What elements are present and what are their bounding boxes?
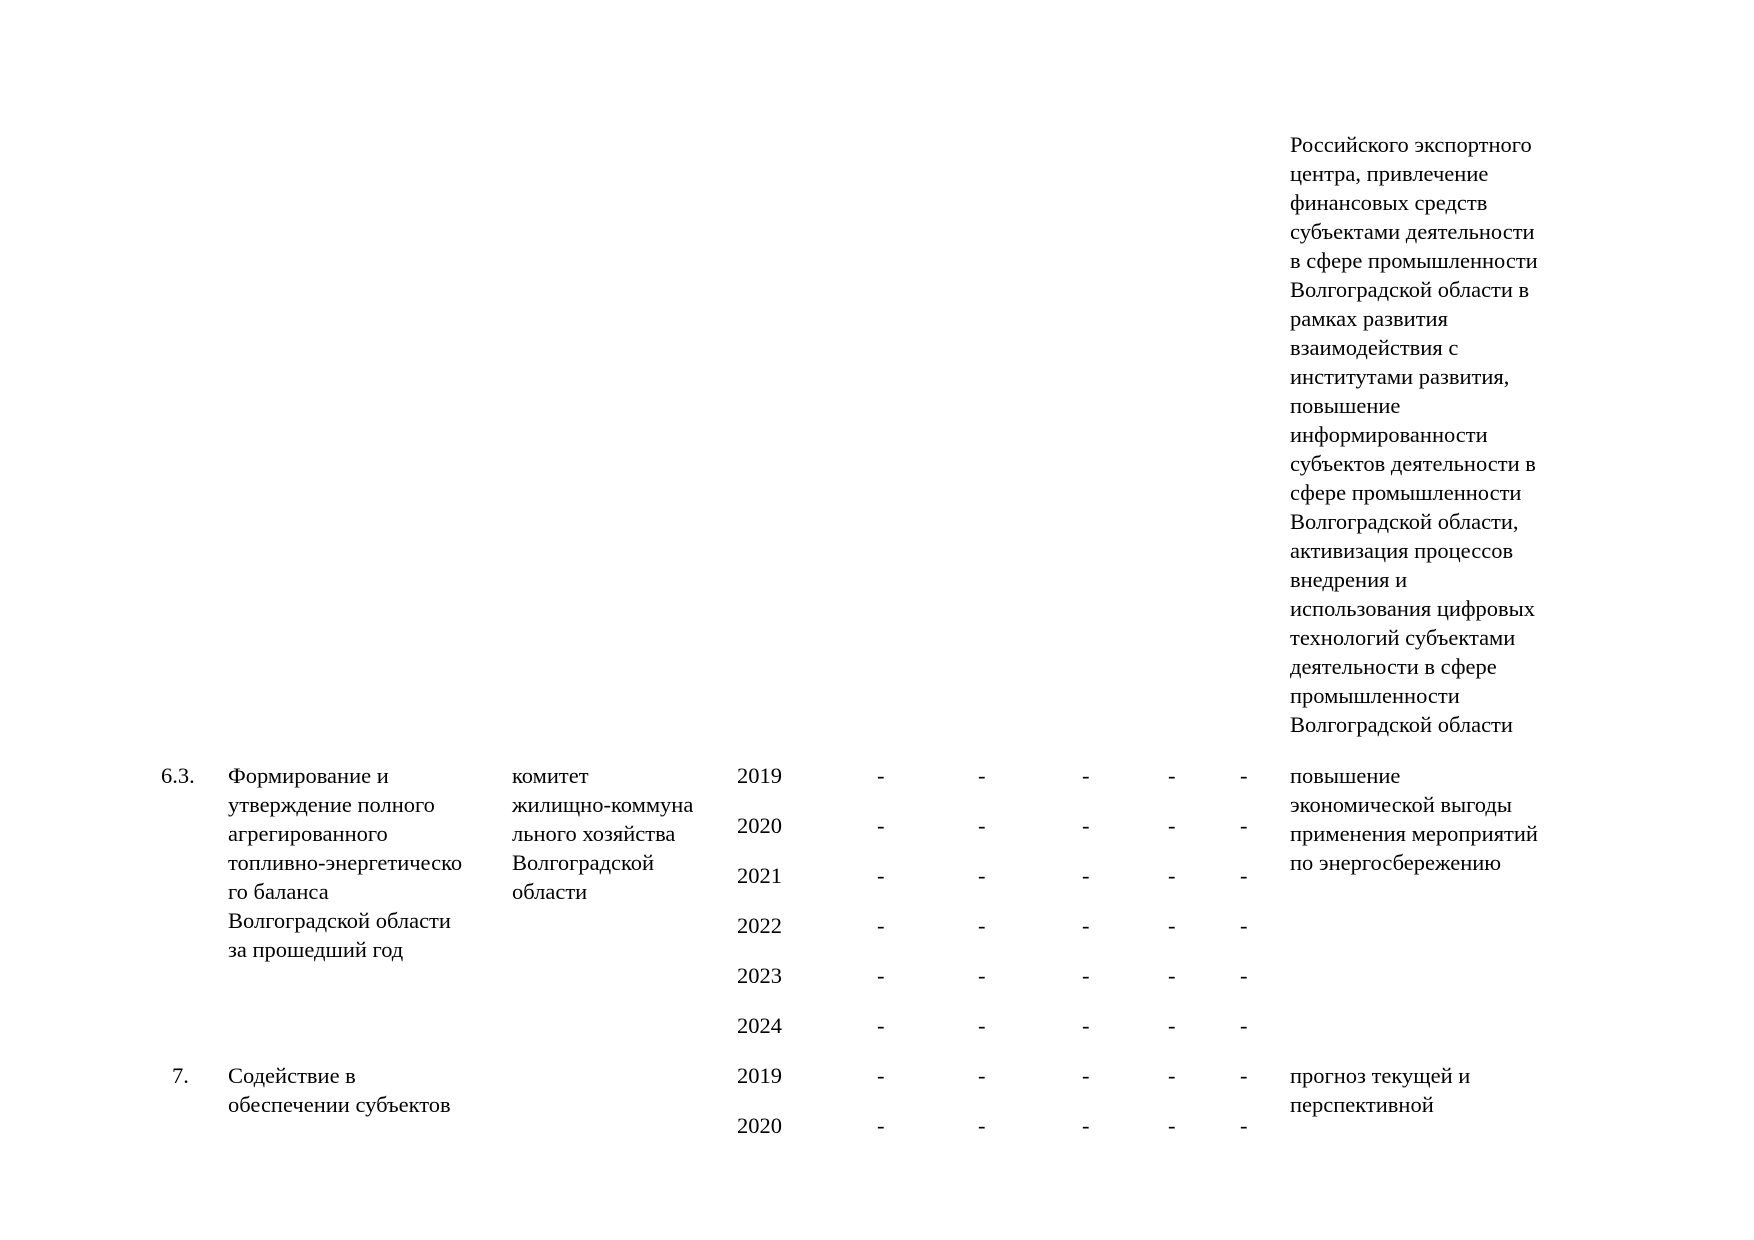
value-cell: - xyxy=(1082,813,1090,838)
value-cell: - xyxy=(1082,863,1090,888)
event-description xyxy=(228,761,462,964)
text-line: внедрения и xyxy=(1290,567,1408,592)
text-line: взаимодействия с xyxy=(1290,335,1459,360)
year-cell: 2020 xyxy=(737,1113,782,1138)
year-cell: 2020 xyxy=(737,813,782,838)
text-line: за прошедший год xyxy=(228,937,404,962)
value-cell: - xyxy=(1082,1013,1090,1038)
text-line: Волгоградской области, xyxy=(1290,509,1519,534)
text-line: льного хозяйства xyxy=(512,821,676,846)
text-line: Содействие в xyxy=(228,1063,356,1088)
value-cell: - xyxy=(877,863,885,888)
text-line: топливно-энергетическо xyxy=(228,850,463,875)
year-cell: 2019 xyxy=(737,763,782,788)
text-line: повышение xyxy=(1290,763,1401,788)
value-cell: - xyxy=(1082,963,1090,988)
value-cell: - xyxy=(1240,1113,1248,1138)
value-cell: - xyxy=(1240,763,1248,788)
value-cell: - xyxy=(1168,1013,1176,1038)
text-line: технологий субъектами xyxy=(1290,625,1516,650)
value-cell: - xyxy=(1082,763,1090,788)
value-cell: - xyxy=(978,813,986,838)
year-cell: 2024 xyxy=(737,1013,782,1038)
text-line: рамках развития xyxy=(1290,306,1448,331)
text-line: Волгоградской области в xyxy=(1290,277,1530,302)
text-line: комитет xyxy=(512,763,589,788)
value-cell: - xyxy=(877,1063,885,1088)
text-line: сфере промышленности xyxy=(1290,480,1522,505)
row-number: 7. xyxy=(172,1063,189,1088)
text-line: по энергосбережению xyxy=(1290,850,1502,875)
text-line: финансовых средств xyxy=(1290,190,1488,215)
text-line: в сфере промышленности xyxy=(1290,248,1538,273)
value-cell: - xyxy=(877,813,885,838)
value-cell: - xyxy=(1240,863,1248,888)
value-cell: - xyxy=(1240,913,1248,938)
text-line: институтами развития, xyxy=(1290,364,1510,389)
value-cell: - xyxy=(1082,913,1090,938)
year-cell: 2023 xyxy=(737,963,782,988)
text-line: центра, привлечение xyxy=(1290,161,1489,186)
text-line: Волгоградской xyxy=(512,850,655,875)
value-cell: - xyxy=(978,863,986,888)
value-cell: - xyxy=(877,1113,885,1138)
text-line: применения мероприятий xyxy=(1290,821,1538,846)
value-cell: - xyxy=(1168,913,1176,938)
text-line: го баланса xyxy=(228,879,329,904)
executor xyxy=(512,761,693,906)
value-cell: - xyxy=(978,1013,986,1038)
text-line: субъектов деятельности в xyxy=(1290,451,1536,476)
value-cell: - xyxy=(1168,963,1176,988)
value-cell: - xyxy=(1082,1063,1090,1088)
value-cell: - xyxy=(978,763,986,788)
row-number: 6.3. xyxy=(161,763,195,788)
value-cell: - xyxy=(877,763,885,788)
continuation-result-text xyxy=(1290,130,1538,739)
text-line: повышение xyxy=(1290,393,1401,418)
text-line: обеспечении субъектов xyxy=(228,1092,451,1117)
text-line: прогноз текущей и xyxy=(1290,1063,1471,1088)
value-cell: - xyxy=(978,913,986,938)
text-line: Российского экспортного xyxy=(1290,132,1532,157)
year-cell: 2022 xyxy=(737,913,782,938)
expected-result xyxy=(1290,1061,1470,1119)
value-cell: - xyxy=(1168,1063,1176,1088)
text-line: экономической выгоды xyxy=(1290,792,1512,817)
text-line: Формирование и xyxy=(228,763,389,788)
value-cell: - xyxy=(877,913,885,938)
text-line: информированности xyxy=(1290,422,1488,447)
text-line: области xyxy=(512,879,588,904)
year-cell: 2019 xyxy=(737,1063,782,1088)
value-cell: - xyxy=(1168,863,1176,888)
value-cell: - xyxy=(978,1063,986,1088)
text-line: использования цифровых xyxy=(1290,596,1536,621)
value-cell: - xyxy=(1082,1113,1090,1138)
text-line: деятельности в сфере xyxy=(1290,654,1497,679)
text-line: активизация процессов xyxy=(1290,538,1514,563)
value-cell: - xyxy=(1168,1113,1176,1138)
text-line: промышленности xyxy=(1290,683,1460,708)
value-cell: - xyxy=(1240,1063,1248,1088)
value-cell: - xyxy=(877,963,885,988)
text-line: перспективной xyxy=(1290,1092,1434,1117)
text-line: субъектами деятельности xyxy=(1290,219,1535,244)
value-cell: - xyxy=(1168,763,1176,788)
value-cell: - xyxy=(1240,813,1248,838)
expected-result xyxy=(1290,761,1538,877)
text-line: агрегированного xyxy=(228,821,388,846)
text-line: Волгоградской области xyxy=(1290,712,1513,737)
value-cell: - xyxy=(978,963,986,988)
year-cell: 2021 xyxy=(737,863,782,888)
text-line: жилищно-коммуна xyxy=(512,792,694,817)
value-cell: - xyxy=(1240,1013,1248,1038)
text-line: Волгоградской области xyxy=(228,908,451,933)
text-line: утверждение полного xyxy=(228,792,435,817)
value-cell: - xyxy=(978,1113,986,1138)
value-cell: - xyxy=(877,1013,885,1038)
event-description xyxy=(228,1061,451,1119)
value-cell: - xyxy=(1240,963,1248,988)
value-cell: - xyxy=(1168,813,1176,838)
